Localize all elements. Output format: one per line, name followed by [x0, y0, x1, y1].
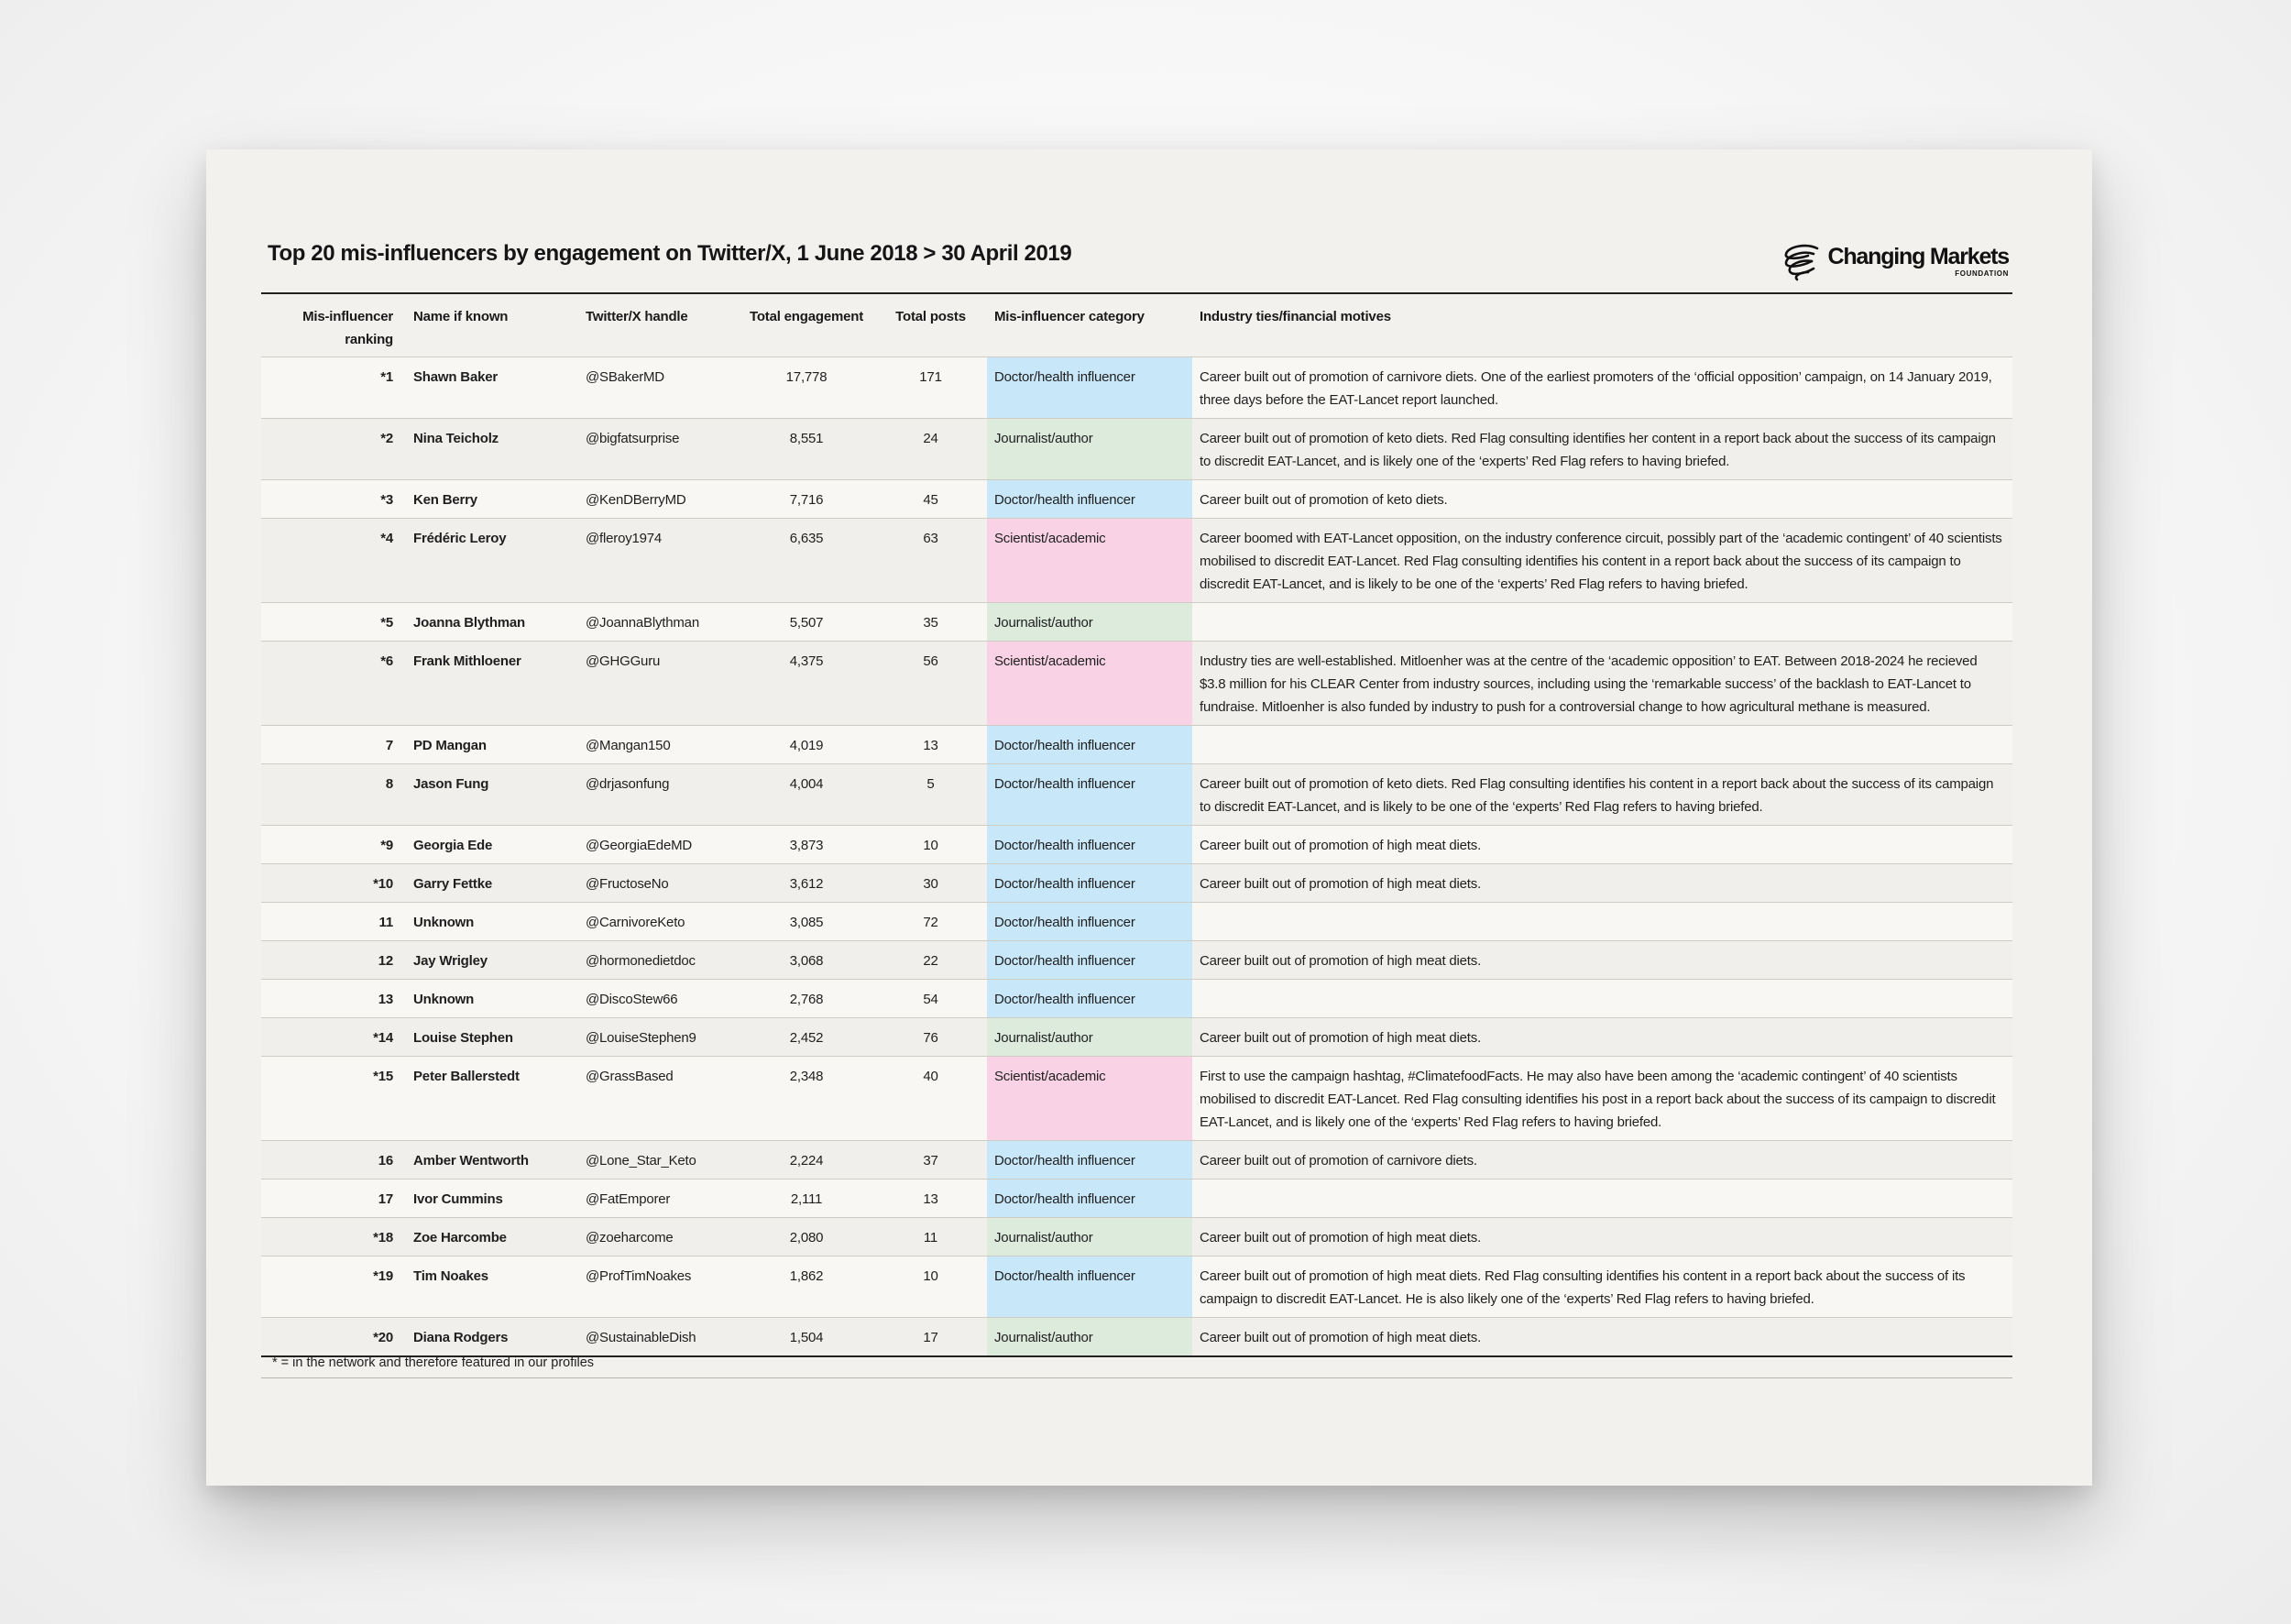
- category-cell: Doctor/health influencer: [987, 826, 1192, 864]
- category-cell: Doctor/health influencer: [987, 480, 1192, 519]
- posts-cell: 56: [874, 642, 987, 726]
- ranking-cell: *19: [261, 1256, 406, 1318]
- handle-cell: @ProfTimNoakes: [578, 1256, 739, 1318]
- category-cell: Journalist/author: [987, 603, 1192, 642]
- table-row: [261, 980, 2012, 1018]
- ranking-cell: 16: [261, 1141, 406, 1180]
- ranking-cell: 7: [261, 726, 406, 764]
- notes-cell: [1192, 903, 2012, 941]
- ranking-cell: *4: [261, 519, 406, 603]
- posts-cell: 13: [874, 1180, 987, 1218]
- document-sheet: [206, 149, 2092, 1486]
- category-cell: Doctor/health influencer: [987, 1141, 1192, 1180]
- handle-cell: @drjasonfung: [578, 764, 739, 826]
- engagement-cell: 4,019: [739, 726, 874, 764]
- swirl-logo-icon: [1781, 241, 1823, 281]
- ranking-cell: *15: [261, 1057, 406, 1141]
- category-cell: Journalist/author: [987, 1318, 1192, 1357]
- handle-cell: @GHGGuru: [578, 642, 739, 726]
- engagement-cell: 2,224: [739, 1141, 874, 1180]
- engagement-cell: 2,080: [739, 1218, 874, 1256]
- name-cell: Amber Wentworth: [406, 1141, 578, 1180]
- name-cell: Garry Fettke: [406, 864, 578, 903]
- header-engagement: Total engagement: [749, 309, 864, 324]
- notes-cell: Career built out of promotion of high meat diets.: [1192, 1018, 2012, 1057]
- posts-cell: 37: [874, 1141, 987, 1180]
- posts-cell: 171: [874, 357, 987, 419]
- engagement-cell: 4,004: [739, 764, 874, 826]
- table-row: [261, 941, 2012, 980]
- table-row: [261, 603, 2012, 642]
- ranking-cell: *20: [261, 1318, 406, 1357]
- handle-cell: @FructoseNo: [578, 864, 739, 903]
- name-cell: Frank Mithloener: [406, 642, 578, 726]
- category-cell: Doctor/health influencer: [987, 1180, 1192, 1218]
- name-cell: Tim Noakes: [406, 1256, 578, 1318]
- category-cell: Doctor/health influencer: [987, 864, 1192, 903]
- category-cell: Doctor/health influencer: [987, 903, 1192, 941]
- handle-cell: @KenDBerryMD: [578, 480, 739, 519]
- changing-markets-logo: [1781, 241, 2010, 281]
- handle-cell: @SBakerMD: [578, 357, 739, 419]
- notes-cell: Career built out of promotion of keto diets. Red Flag consulting identifies her content in a report back about the success of its campaign to discredit EAT-Lancet, and is likely one of the ‘experts’ Red Flag refers to having briefed.: [1192, 419, 2012, 480]
- engagement-cell: 2,348: [739, 1057, 874, 1141]
- ranking-cell: 8: [261, 764, 406, 826]
- posts-cell: 17: [874, 1318, 987, 1357]
- engagement-cell: 8,551: [739, 419, 874, 480]
- notes-cell: Career built out of promotion of keto diets.: [1192, 480, 2012, 519]
- engagement-cell: 3,068: [739, 941, 874, 980]
- engagement-cell: 6,635: [739, 519, 874, 603]
- handle-cell: @CarnivoreKeto: [578, 903, 739, 941]
- category-cell: Journalist/author: [987, 1018, 1192, 1057]
- name-cell: Jay Wrigley: [406, 941, 578, 980]
- name-cell: Jason Fung: [406, 764, 578, 826]
- notes-cell: Career built out of promotion of high meat diets. Red Flag consulting identifies his content in a report back about the success of its campaign to discredit EAT-Lancet. He is also likely one of the ‘experts’ Red Flag refers to having briefed.: [1192, 1256, 2012, 1318]
- document-title: Top 20 mis-influencers by engagement on Twitter/X, 1 June 2018 > 30 April 2019: [268, 241, 1072, 266]
- ranking-cell: *1: [261, 357, 406, 419]
- category-cell: Journalist/author: [987, 1218, 1192, 1256]
- notes-cell: First to use the campaign hashtag, #ClimatefoodFacts. He may also have been among the ‘academic contingent’ of 40 scientists mobilised to discredit EAT-Lancet. Red Flag consulting identifies his post in a report back about the success of its campaign to discredit EAT-Lancet, and is likely one of the ‘experts’ Red Flag refers to having briefed.: [1192, 1057, 2012, 1141]
- table-row: [261, 419, 2012, 480]
- category-cell: Scientist/academic: [987, 519, 1192, 603]
- notes-cell: [1192, 980, 2012, 1018]
- engagement-cell: 2,452: [739, 1018, 874, 1057]
- footnote: * = in the network and therefore featured in our profiles: [261, 1346, 2012, 1378]
- name-cell: Ken Berry: [406, 480, 578, 519]
- posts-cell: 54: [874, 980, 987, 1018]
- table-row: [261, 903, 2012, 941]
- ranking-cell: 17: [261, 1180, 406, 1218]
- posts-cell: 76: [874, 1018, 987, 1057]
- name-cell: Unknown: [406, 903, 578, 941]
- ranking-cell: *5: [261, 603, 406, 642]
- category-cell: Doctor/health influencer: [987, 764, 1192, 826]
- mis-influencer-table: [261, 292, 2012, 1357]
- name-cell: Georgia Ede: [406, 826, 578, 864]
- posts-cell: 10: [874, 1256, 987, 1318]
- table-row: [261, 1180, 2012, 1218]
- engagement-cell: 2,111: [739, 1180, 874, 1218]
- handle-cell: @LouiseStephen9: [578, 1018, 739, 1057]
- ranking-cell: *14: [261, 1018, 406, 1057]
- table-row: [261, 764, 2012, 826]
- ranking-cell: *9: [261, 826, 406, 864]
- category-cell: Scientist/academic: [987, 1057, 1192, 1141]
- posts-cell: 35: [874, 603, 987, 642]
- handle-cell: @JoannaBlythman: [578, 603, 739, 642]
- notes-cell: Career built out of promotion of carnivore diets. One of the earliest promoters of the ‘official opposition’ campaign, on 14 January 2019, three days before the EAT-Lancet report launched.: [1192, 357, 2012, 419]
- engagement-cell: 3,873: [739, 826, 874, 864]
- category-cell: Journalist/author: [987, 419, 1192, 480]
- notes-cell: Career built out of promotion of high meat diets.: [1192, 1218, 2012, 1256]
- posts-cell: 22: [874, 941, 987, 980]
- header-name: Name if known: [413, 309, 509, 324]
- posts-cell: 63: [874, 519, 987, 603]
- name-cell: PD Mangan: [406, 726, 578, 764]
- handle-cell: @GeorgiaEdeMD: [578, 826, 739, 864]
- category-cell: Doctor/health influencer: [987, 980, 1192, 1018]
- header-category: Mis-influencer category: [994, 309, 1145, 324]
- handle-cell: @bigfatsurprise: [578, 419, 739, 480]
- notes-cell: Career built out of promotion of high meat diets.: [1192, 864, 2012, 903]
- name-cell: Frédéric Leroy: [406, 519, 578, 603]
- handle-cell: @fleroy1974: [578, 519, 739, 603]
- header-ranking: Mis-influencer ranking: [302, 309, 393, 347]
- name-cell: Zoe Harcombe: [406, 1218, 578, 1256]
- table-row: [261, 519, 2012, 603]
- table-row: [261, 480, 2012, 519]
- handle-cell: @FatEmporer: [578, 1180, 739, 1218]
- name-cell: Shawn Baker: [406, 357, 578, 419]
- handle-cell: @hormonedietdoc: [578, 941, 739, 980]
- notes-cell: [1192, 603, 2012, 642]
- posts-cell: 13: [874, 726, 987, 764]
- ranking-cell: *2: [261, 419, 406, 480]
- name-cell: Diana Rodgers: [406, 1318, 578, 1357]
- header-notes: Industry ties/financial motives: [1200, 309, 1391, 324]
- name-cell: Nina Teicholz: [406, 419, 578, 480]
- notes-cell: Career built out of promotion of keto diets. Red Flag consulting identifies his content in a report back about the success of its campaign to discredit EAT-Lancet, and is likely to be one of the ‘experts’ Red Flag refers to having briefed.: [1192, 764, 2012, 826]
- header-handle: Twitter/X handle: [586, 309, 688, 324]
- handle-cell: @Lone_Star_Keto: [578, 1141, 739, 1180]
- table-row: [261, 1018, 2012, 1057]
- category-cell: Doctor/health influencer: [987, 726, 1192, 764]
- posts-cell: 10: [874, 826, 987, 864]
- notes-cell: Career built out of promotion of carnivore diets.: [1192, 1141, 2012, 1180]
- category-cell: Doctor/health influencer: [987, 357, 1192, 419]
- table-row: [261, 1141, 2012, 1180]
- name-cell: Peter Ballerstedt: [406, 1057, 578, 1141]
- handle-cell: @SustainableDish: [578, 1318, 739, 1357]
- name-cell: Ivor Cummins: [406, 1180, 578, 1218]
- category-cell: Doctor/health influencer: [987, 941, 1192, 980]
- engagement-cell: 3,612: [739, 864, 874, 903]
- ranking-cell: 13: [261, 980, 406, 1018]
- table-row: [261, 1256, 2012, 1318]
- notes-cell: Career built out of promotion of high meat diets.: [1192, 1318, 2012, 1357]
- notes-cell: Career built out of promotion of high meat diets.: [1192, 826, 2012, 864]
- name-cell: Unknown: [406, 980, 578, 1018]
- table-row: [261, 1218, 2012, 1256]
- notes-cell: Industry ties are well-established. Mitloenher was at the centre of the ‘academic opposition’ to EAT. Between 2018-2024 he recieved $3.8 million for his CLEAR Center from industry sources, including using the ‘remarkable success’ of the backlash to EAT-Lancet to fundraise. Mitloenher is also funded by industry to push for a controversial change to how agricultural methane is measured.: [1192, 642, 2012, 726]
- notes-cell: Career built out of promotion of high meat diets.: [1192, 941, 2012, 980]
- notes-cell: Career boomed with EAT-Lancet opposition, on the industry conference circuit, possibly part of the ‘academic contingent’ of 40 scientists mobilised to discredit EAT-Lancet. Red Flag consulting identifies his content in a report back about the success of its campaign to discredit EAT-Lancet, and is likely to be one of the ‘experts’ Red Flag refers to having briefed.: [1192, 519, 2012, 603]
- posts-cell: 11: [874, 1218, 987, 1256]
- handle-cell: @GrassBased: [578, 1057, 739, 1141]
- logo-name: Changing Markets: [1827, 243, 2009, 269]
- posts-cell: 24: [874, 419, 987, 480]
- notes-cell: [1192, 1180, 2012, 1218]
- handle-cell: @Mangan150: [578, 726, 739, 764]
- table-row: [261, 826, 2012, 864]
- table-row: [261, 642, 2012, 726]
- posts-cell: 40: [874, 1057, 987, 1141]
- table-header-row: [261, 293, 2012, 357]
- logo-subtitle: FOUNDATION: [1955, 269, 2009, 278]
- ranking-cell: *3: [261, 480, 406, 519]
- ranking-cell: 12: [261, 941, 406, 980]
- handle-cell: @DiscoStew66: [578, 980, 739, 1018]
- notes-cell: [1192, 726, 2012, 764]
- posts-cell: 45: [874, 480, 987, 519]
- engagement-cell: 1,504: [739, 1318, 874, 1357]
- table-row: [261, 357, 2012, 419]
- ranking-cell: *6: [261, 642, 406, 726]
- name-cell: Joanna Blythman: [406, 603, 578, 642]
- name-cell: Louise Stephen: [406, 1018, 578, 1057]
- handle-cell: @zoeharcome: [578, 1218, 739, 1256]
- header-posts: Total posts: [895, 309, 966, 324]
- engagement-cell: 3,085: [739, 903, 874, 941]
- posts-cell: 72: [874, 903, 987, 941]
- table-row: [261, 864, 2012, 903]
- engagement-cell: 2,768: [739, 980, 874, 1018]
- category-cell: Scientist/academic: [987, 642, 1192, 726]
- table-row: [261, 1057, 2012, 1141]
- table-row: [261, 726, 2012, 764]
- posts-cell: 5: [874, 764, 987, 826]
- engagement-cell: 5,507: [739, 603, 874, 642]
- ranking-cell: *10: [261, 864, 406, 903]
- engagement-cell: 4,375: [739, 642, 874, 726]
- engagement-cell: 17,778: [739, 357, 874, 419]
- posts-cell: 30: [874, 864, 987, 903]
- table-body: [261, 357, 2012, 1357]
- category-cell: Doctor/health influencer: [987, 1256, 1192, 1318]
- ranking-cell: *18: [261, 1218, 406, 1256]
- ranking-cell: 11: [261, 903, 406, 941]
- engagement-cell: 1,862: [739, 1256, 874, 1318]
- engagement-cell: 7,716: [739, 480, 874, 519]
